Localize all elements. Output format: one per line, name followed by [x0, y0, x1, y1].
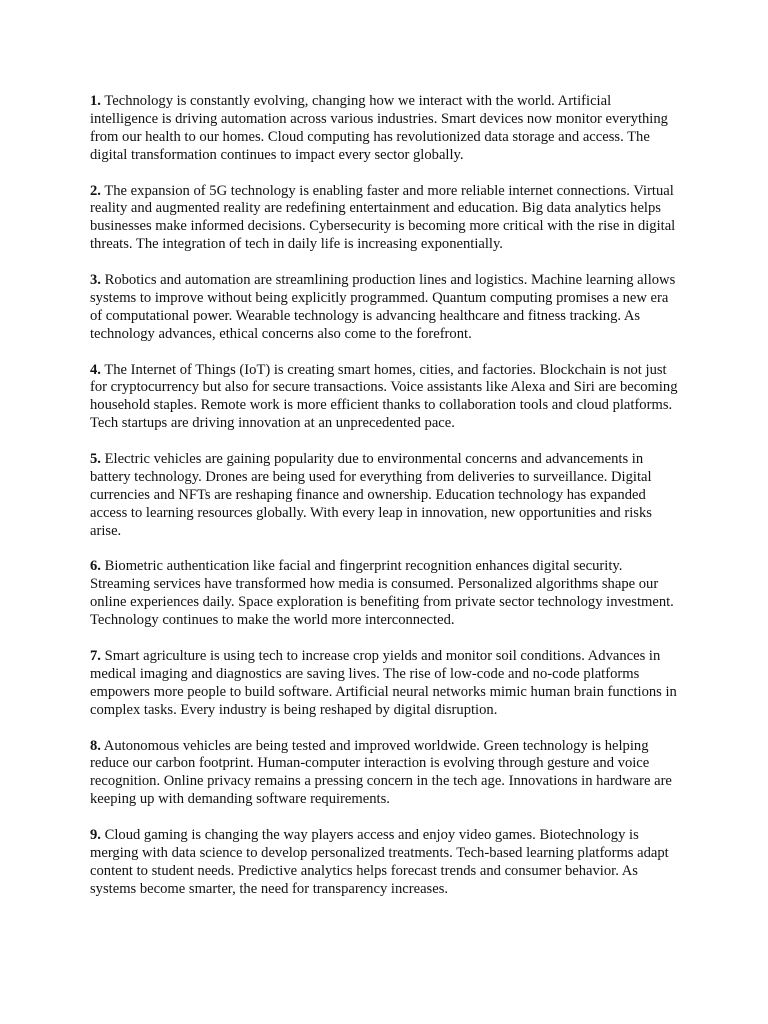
paragraph-2	[90, 183, 682, 255]
paragraph-text: Biometric authentication like facial and fingerprint recognition enhances digital security. Streaming services have transformed how media is consumed. Personalized algorithms shape our online experiences daily. Space exploration is benefiting from private sector technology investment. Technology continues to make the world more interconnected.	[90, 558, 674, 629]
paragraph-number: 3.	[90, 272, 101, 289]
paragraph-text: Robotics and automation are streamlining production lines and logistics. Machine learning allows systems to improve without being explicitly programmed. Quantum computing promises a new era of computational power. Wearable technology is advancing healthcare and fitness tracking. As technology advances, ethical concerns also come to the forefront.	[90, 272, 676, 342]
paragraph-number: 4.	[90, 361, 101, 378]
document-body	[90, 93, 682, 917]
paragraph-number: 9.	[90, 827, 101, 844]
paragraph-text: Cloud gaming is changing the way players access and enjoy video games. Biotechnology is merging with data science to develop personalized treatments. Tech-based learning platforms adapt content to student needs. Predictive analytics helps forecast trends and consumer behavior. As systems become smarter, the need for transparency increases.	[90, 827, 669, 897]
paragraph-1	[90, 93, 682, 165]
paragraph-number: 2.	[90, 182, 101, 199]
paragraph-4	[90, 362, 682, 434]
paragraph-9	[90, 827, 682, 899]
paragraph-number: 6.	[90, 558, 101, 575]
paragraph-number: 7.	[90, 648, 101, 664]
paragraph-text: Autonomous vehicles are being tested and improved worldwide. Green technology is helping reduce our carbon footprint. Human-computer interaction is evolving through gesture and voice recognition. Online privacy remains a pressing concern in the tech age. Innovations in hardware are keeping up with demanding software requirements.	[90, 737, 672, 808]
paragraph-text: Technology is constantly evolving, changing how we interact with the world. Artificial intelligence is driving automation across various industries. Smart devices now monitor everything from our health to our homes. Cloud computing has revolutionized data storage and access. The digital transformation continues to impact every sector globally.	[90, 93, 668, 163]
paragraph-3	[90, 272, 682, 344]
paragraph-6	[90, 558, 682, 630]
paragraph-text: The expansion of 5G technology is enabling faster and more reliable internet connections. Virtual reality and augmented reality are redefining entertainment and education. Big data analytics helps businesses make informed decisions. Cybersecurity is becoming more critical with the rise in digital threats. The integration of tech in daily life is increasing exponentially.	[90, 182, 676, 253]
paragraph-text: The Internet of Things (IoT) is creating smart homes, cities, and factories. Blockchain is not just for cryptocurrency but also for secure transactions. Voice assistants like Alexa and Siri are becoming household staples. Remote work is more efficient thanks to collaboration tools and cloud platforms. Tech startups are driving innovation at an unprecedented pace.	[90, 361, 678, 432]
paragraph-5	[90, 451, 682, 541]
paragraph-7	[90, 648, 682, 720]
paragraph-number: 5.	[90, 451, 101, 468]
paragraph-number: 1.	[90, 93, 101, 109]
paragraph-number: 8.	[90, 737, 101, 754]
paragraph-8	[90, 738, 682, 810]
paragraph-text: Smart agriculture is using tech to increase crop yields and monitor soil conditions. Advances in medical imaging and diagnostics are saving lives. The rise of low-code and no-code platforms empowers more people to build software. Artificial neural networks mimic human brain functions in complex tasks. Every industry is being reshaped by digital disruption.	[90, 648, 677, 718]
paragraph-text: Electric vehicles are gaining popularity due to environmental concerns and advancements in battery technology. Drones are being used for everything from deliveries to surveillance. Digital currencies and NFTs are reshaping finance and ownership. Education technology has expanded access to learning resources globally. With every leap in innovation, new opportunities and risks arise.	[90, 451, 652, 539]
